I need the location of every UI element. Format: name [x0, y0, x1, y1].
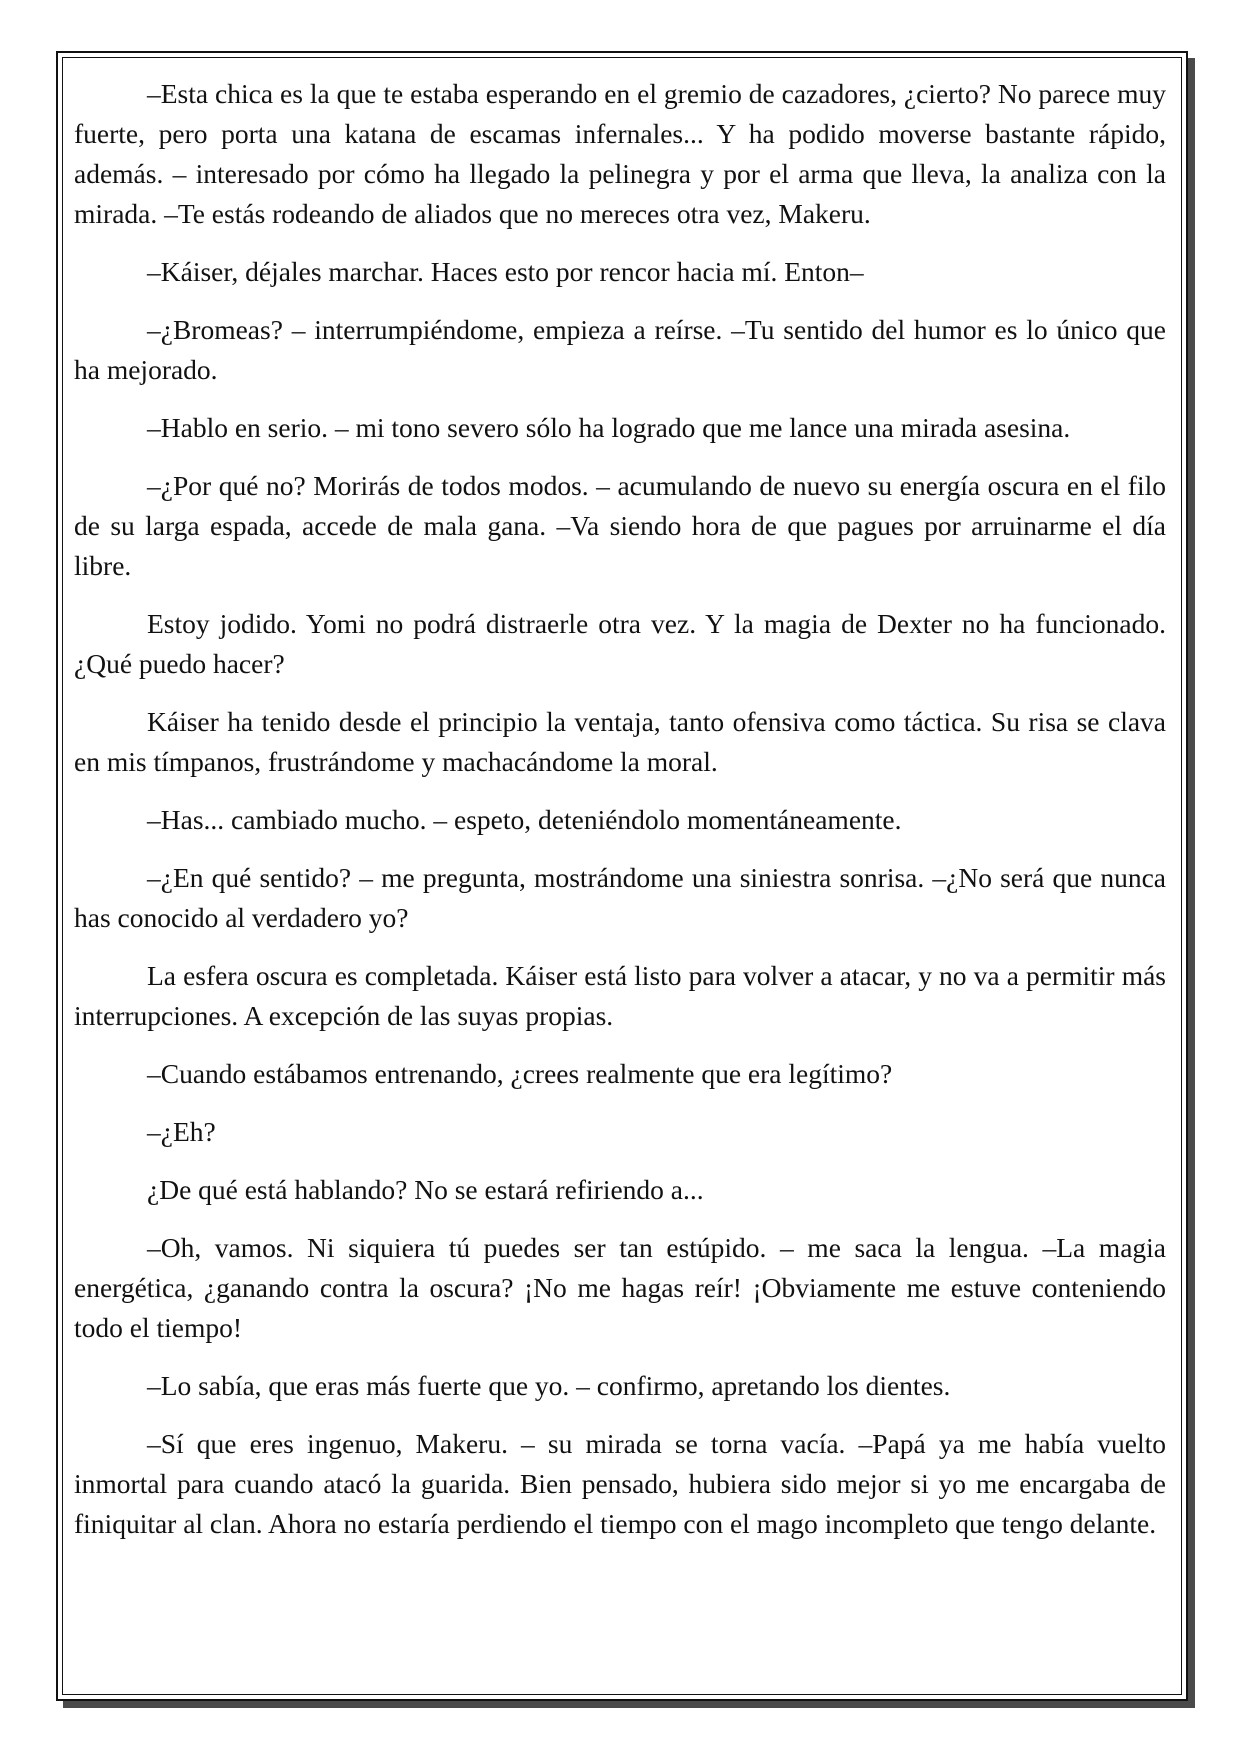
paragraph: –Sí que eres ingenuo, Makeru. – su mirada se torna vacía. –Papá ya me había vuelto inmortal para cuando atacó la guarida. Bien pensado, hubiera sido mejor si yo me encargaba de finiquitar al clan. Ahora no estaría perdiendo el tiempo con el mago incompleto que tengo delante. [74, 1428, 1166, 1539]
paragraph: –Hablo en serio. – mi tono severo sólo ha logrado que me lance una mirada asesina. [147, 412, 1071, 443]
paragraph: Estoy jodido. Yomi no podrá distraerle otra vez. Y la magia de Dexter no ha funcionado. ¿Qué puedo hacer? [74, 608, 1166, 679]
paragraph: –Has... cambiado mucho. – espeto, deteniéndolo momentáneamente. [147, 804, 902, 835]
paragraph: –Esta chica es la que te estaba esperando en el gremio de cazadores, ¿cierto? No parece muy fuerte, pero porta una katana de escamas infernales... Y ha podido moverse bastante rápido, además. – interesado por cómo ha llegado la pelinegra y por el arma que lleva, la analiza con la mirada. –Te estás rodeando de aliados que no mereces otra vez, Makeru. [74, 78, 1166, 229]
paragraph: –¿En qué sentido? – me pregunta, mostrándome una siniestra sonrisa. –¿No será que nunca has conocido al verdadero yo? [74, 862, 1166, 933]
story-text [74, 74, 1166, 1562]
paragraph: –¿Eh? [147, 1116, 216, 1147]
paragraph: –Cuando estábamos entrenando, ¿crees realmente que era legítimo? [147, 1058, 893, 1089]
paragraph: –Lo sabía, que eras más fuerte que yo. – confirmo, apretando los dientes. [147, 1370, 951, 1401]
paragraph: La esfera oscura es completada. Káiser está listo para volver a atacar, y no va a permitir más interrupciones. A excepción de las suyas propias. [74, 960, 1166, 1031]
paragraph: –Káiser, déjales marchar. Haces esto por rencor hacia mí. Enton– [147, 256, 864, 287]
paragraph: –¿Bromeas? – interrumpiéndome, empieza a reírse. –Tu sentido del humor es lo único que ha mejorado. [74, 314, 1166, 385]
paragraph: –Oh, vamos. Ni siquiera tú puedes ser tan estúpido. – me saca la lengua. –La magia energética, ¿ganando contra la oscura? ¡No me hagas reír! ¡Obviamente me estuve conteniendo todo el tiempo! [74, 1232, 1166, 1343]
paragraph: –¿Por qué no? Morirás de todos modos. – acumulando de nuevo su energía oscura en el filo de su larga espada, accede de mala gana. –Va siendo hora de que pagues por arruinarme el día libre. [74, 470, 1166, 581]
paragraph: ¿De qué está hablando? No se estará refiriendo a... [147, 1174, 704, 1205]
paragraph: Káiser ha tenido desde el principio la ventaja, tanto ofensiva como táctica. Su risa se clava en mis tímpanos, frustrándome y machacándome la moral. [74, 706, 1166, 777]
